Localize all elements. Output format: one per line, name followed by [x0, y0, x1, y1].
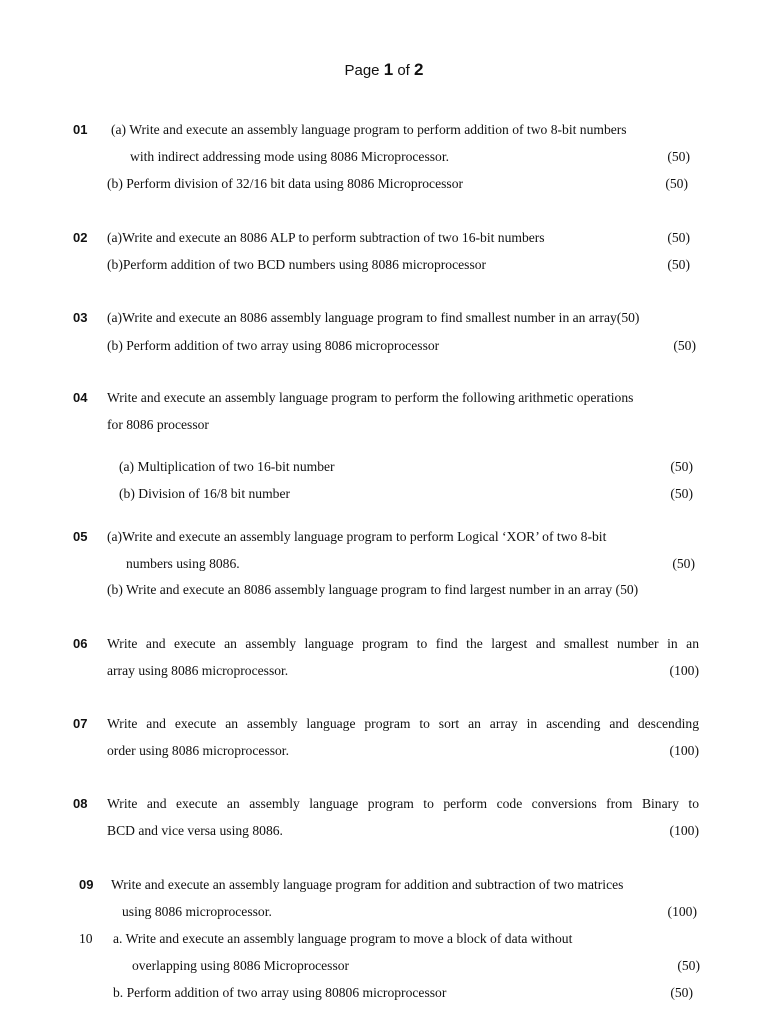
- question-text: b. Perform addition of two array using 80806 microprocessor: [113, 985, 447, 1000]
- marks: (50): [670, 486, 693, 501]
- question-number: 07: [73, 716, 88, 731]
- question-number: 05: [73, 529, 88, 544]
- marks: (50): [667, 230, 690, 245]
- question-number: 04: [73, 390, 88, 405]
- question-text: (b) Perform division of 32/16 bit data using 8086 Microprocessor: [107, 176, 464, 191]
- marks: (50): [670, 459, 693, 474]
- marks: (50): [670, 985, 693, 1000]
- marks: (50): [677, 958, 700, 973]
- marks: (100): [667, 904, 697, 919]
- question-number: 03: [73, 310, 88, 325]
- question-number: 10: [79, 931, 93, 946]
- question-text: using 8086 microprocessor.: [122, 904, 272, 919]
- question-text: array using 8086 microprocessor.: [107, 663, 289, 678]
- current-page-number: 1: [383, 60, 394, 79]
- question-text: order using 8086 microprocessor.: [107, 743, 289, 758]
- question-text: (a) Write and execute an assembly language program to perform addition of two 8-bit numbers: [111, 122, 627, 137]
- question-text: (a)Write and execute an 8086 assembly language program to find smallest number in an array(50): [107, 310, 640, 325]
- marks: (50): [672, 556, 695, 571]
- total-pages-number: 2: [414, 60, 424, 79]
- marks: (100): [669, 823, 699, 838]
- question-text: numbers using 8086.: [126, 556, 240, 571]
- question-number: 06: [73, 636, 88, 651]
- page-word: Page: [344, 62, 380, 79]
- question-text: BCD and vice versa using 8086.: [107, 823, 283, 838]
- question-text: Write and execute an assembly language program to perform the following arithmetic operations: [107, 390, 634, 405]
- marks: (100): [669, 663, 699, 678]
- question-text: overlapping using 8086 Microprocessor: [132, 958, 350, 973]
- question-text: Write and execute an assembly language program to perform code conversions from Binary to: [107, 796, 699, 811]
- question-number: 08: [73, 796, 88, 811]
- question-number: 01: [73, 122, 88, 137]
- sub-question-text: (a) Multiplication of two 16-bit number: [119, 459, 335, 474]
- question-text: for 8086 processor: [107, 417, 209, 432]
- marks: (50): [667, 257, 690, 272]
- question-text: (a)Write and execute an 8086 ALP to perform subtraction of two 16-bit numbers: [107, 230, 545, 245]
- question-text: (b)Perform addition of two BCD numbers using 8086 microprocessor: [107, 257, 487, 272]
- question-text: (a)Write and execute an assembly language program to perform Logical ‘XOR’ of two 8-bit: [107, 529, 607, 544]
- question-text: Write and execute an assembly language program to sort an array in ascending and descending: [107, 716, 699, 731]
- question-text: Write and execute an assembly language program to find the largest and smallest number in an: [107, 636, 699, 651]
- question-text: a. Write and execute an assembly language program to move a block of data without: [113, 931, 573, 946]
- marks: (50): [667, 149, 690, 164]
- sub-question-text: (b) Division of 16/8 bit number: [119, 486, 291, 501]
- marks: (50): [665, 176, 688, 191]
- question-text: with indirect addressing mode using 8086 Microprocessor.: [130, 149, 450, 164]
- question-text: Write and execute an assembly language program for addition and subtraction of two matrices: [111, 877, 624, 892]
- question-text: (b) Write and execute an 8086 assembly language program to find largest number in an array (50): [107, 582, 639, 597]
- marks: (100): [669, 743, 699, 758]
- page-header: [0, 60, 768, 80]
- question-text: (b) Perform addition of two array using 8086 microprocessor: [107, 338, 440, 353]
- of-word: of: [397, 62, 410, 79]
- question-number: 02: [73, 230, 88, 245]
- marks: (50): [673, 338, 696, 353]
- question-number: 09: [79, 877, 94, 892]
